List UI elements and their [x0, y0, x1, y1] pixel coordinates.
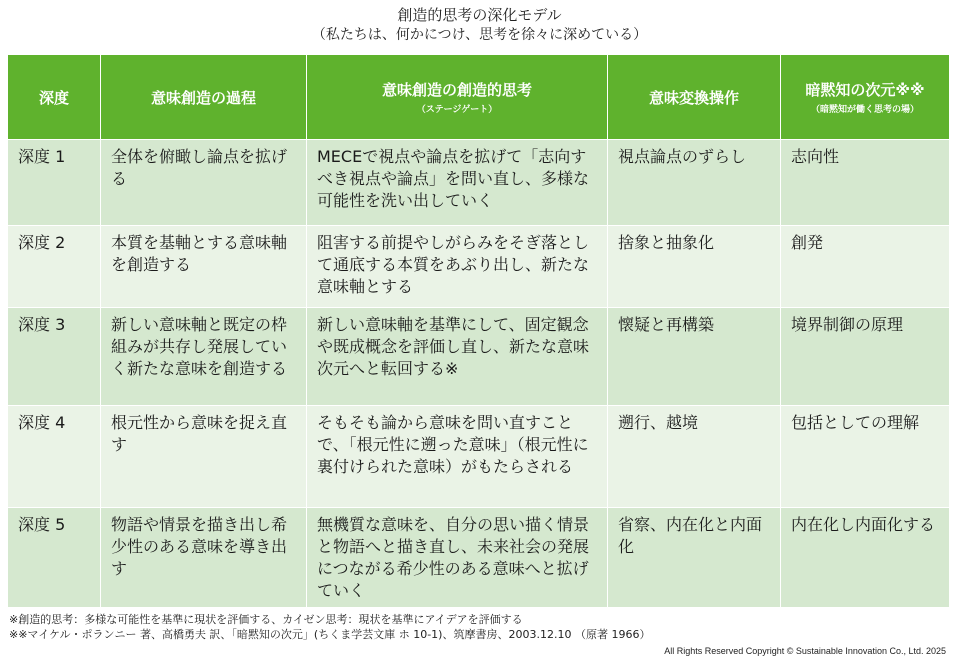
process-cell: 新しい意味軸と既定の枠組みが共存し発展していく新たな意味を創造する: [101, 308, 307, 406]
header-tacit-dimension-sub: （暗黙知が働く思考の場）: [810, 105, 919, 115]
creative-thinking-cell: 無機質な意味を、自分の思い描く情景と物語へと描き直し、未来社会の発展につながる希少性のある意味へと拡げていく: [307, 508, 608, 608]
header-tacit-dimension: 暗黙知の次元※※ （暗黙知が働く思考の場）: [781, 55, 950, 140]
process-cell: 物語や情景を描き出し希少性のある意味を導き出す: [101, 508, 307, 608]
tacit-dimension-cell: 創発: [781, 226, 950, 308]
creative-thinking-cell: 阻害する前提やしがらみをそぎ落として通底する本質をあぶり出し、新たな意味軸とする: [307, 226, 608, 308]
depth-cell: 深度 4: [8, 406, 101, 508]
transformation-cell: 遡行、越境: [608, 406, 781, 508]
transformation-cell: 捨象と抽象化: [608, 226, 781, 308]
depth-cell: 深度 5: [8, 508, 101, 608]
creative-thinking-cell: MECEで視点や論点を拡げて「志向すべき視点や論点」を問い直し、多様な可能性を洗い出していく: [307, 140, 608, 226]
table-row: [8, 140, 950, 226]
tacit-dimension-cell: 境界制御の原理: [781, 308, 950, 406]
depth-cell: 深度 3: [8, 308, 101, 406]
page-title: 創造的思考の深化モデル: [397, 6, 562, 24]
depth-model-table: [7, 54, 950, 608]
transformation-cell: 省察、内在化と内面化: [608, 508, 781, 608]
page-subtitle: （私たちは、何かにつけ、思考を徐々に深めている）: [311, 27, 648, 43]
header-creative-thinking-sub: （ステージゲート）: [416, 105, 498, 115]
tacit-dimension-cell: 志向性: [781, 140, 950, 226]
footnote-reference: ※※マイケル・ポランニー 著、高橋勇夫 訳、「暗黙知の次元」(ちくま学芸文庫 ホ 10-1)、筑摩書房、2003.12.10 （原著 1966）: [9, 628, 651, 641]
table-row: [8, 406, 950, 508]
process-cell: 全体を俯瞰し論点を拡げる: [101, 140, 307, 226]
tacit-dimension-cell: 包括としての理解: [781, 406, 950, 508]
header-process: 意味創造の過程: [101, 55, 307, 140]
creative-thinking-cell: 新しい意味軸を基準にして、固定観念や既成概念を評価し直し、新たな意味次元へと転回する※: [307, 308, 608, 406]
transformation-cell: 懐疑と再構築: [608, 308, 781, 406]
depth-cell: 深度 2: [8, 226, 101, 308]
header-depth: 深度: [8, 55, 101, 140]
depth-cell: 深度 1: [8, 140, 101, 226]
header-transformation: 意味変換操作: [608, 55, 781, 140]
process-cell: 根元性から意味を捉え直す: [101, 406, 307, 508]
footnote-creative-thinking: ※創造的思考：多様な可能性を基準に現状を評価する、カイゼン思考：現状を基準にアイデアを評価する: [9, 613, 523, 626]
process-cell: 本質を基軸とする意味軸を創造する: [101, 226, 307, 308]
header-creative-thinking: 意味創造の創造的思考 （ステージゲート）: [307, 55, 608, 140]
table-row: [8, 308, 950, 406]
creative-thinking-cell: そもそも論から意味を問い直すことで、「根元性に遡った意味」（根元性に裏付けられた意味）がもたらされる: [307, 406, 608, 508]
footnotes: [9, 612, 650, 642]
tacit-dimension-cell: 内在化し内面化する: [781, 508, 950, 608]
table-row: [8, 508, 950, 608]
table-header-row: [8, 55, 950, 140]
copyright-notice: All Rights Reserved Copyright © Sustainable Innovation Co., Ltd. 2025: [664, 646, 946, 656]
table-row: [8, 226, 950, 308]
transformation-cell: 視点論点のずらし: [608, 140, 781, 226]
